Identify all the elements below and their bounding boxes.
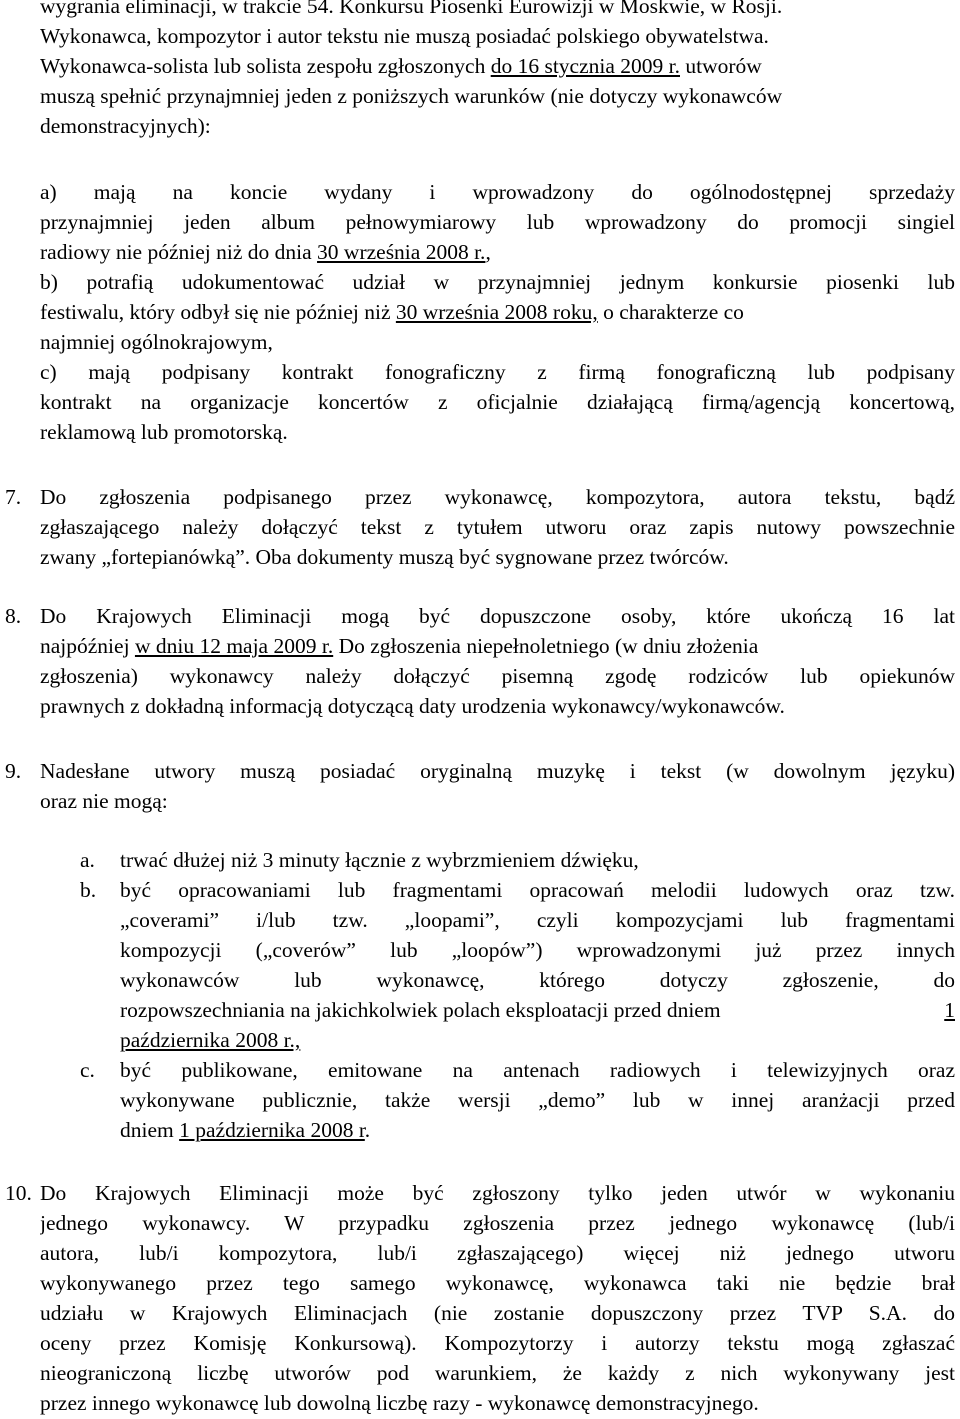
- list-item-b-line: być opracowaniami lub fragmentami opracowań melodii ludowych oraz tzw.: [120, 878, 955, 902]
- paragraph-10-line: przez innego wykonawcę lub dowolną liczbę razy - wykonawcę demonstracyjnego.: [40, 1391, 759, 1415]
- list-item-c-line: [120, 1115, 370, 1145]
- paragraph-8-line: prawnych z dokładną informacją dotyczącą daty urodzenia wykonawcy/wykonawców.: [40, 694, 785, 718]
- underlined-date: do 16 stycznia 2009 r.: [490, 54, 680, 78]
- paragraph-7-line: Do zgłoszenia podpisanego przez wykonawcę, kompozytora, autora tekstu, bądź: [40, 485, 955, 509]
- paragraph-10-line: autora, lub/i kompozytora, lub/i zgłaszającego) więcej niż jednego utworu: [40, 1241, 955, 1265]
- underlined-date: października 2008 r.,: [120, 1028, 301, 1052]
- list-item-b-line: kompozycji („coverów” lub „loopów”) wprowadzonymi już przez innych: [120, 938, 955, 962]
- paragraph-8-line: [40, 631, 955, 661]
- paragraph-10-line: jednego wykonawcy. W przypadku zgłoszenia przez jednego wykonawcę (lub/i: [40, 1211, 955, 1235]
- list-item-b-line: wykonawców lub wykonawcę, którego dotyczy zgłoszenie, do: [120, 968, 955, 992]
- paragraph-number: 9.: [5, 759, 22, 783]
- condition-b-line: [40, 297, 744, 327]
- list-label: a.: [80, 848, 95, 872]
- paragraph-10-line: wykonywanego przez tego samego wykonawcę, wykonawca taki nie będzie brał: [40, 1271, 955, 1295]
- condition-c-line: reklamową lub promotorską.: [40, 420, 288, 444]
- paragraph-9-line: Nadesłane utwory muszą posiadać oryginalną muzykę i tekst (w dowolnym języku): [40, 759, 955, 783]
- text-span: .: [364, 1118, 371, 1142]
- underlined-date: 30 września 2008 r.: [317, 240, 486, 264]
- text-line: muszą spełnić przynajmniej jeden z poniższych warunków (nie dotyczy wykonawców: [40, 84, 783, 108]
- text-span: Wykonawca-solista lub solista zespołu zgłoszonych: [40, 54, 491, 78]
- text-line: demonstracyjnych):: [40, 114, 211, 138]
- text-span: rozpowszechniania na jakichkolwiek polach eksploatacji przed dniem: [120, 998, 721, 1022]
- list-label: b.: [80, 878, 97, 902]
- list-label: c.: [80, 1058, 95, 1082]
- paragraph-7-line: zwany „fortepianówką”. Oba dokumenty muszą być sygnowane przez twórców.: [40, 545, 729, 569]
- text-line: Wykonawca, kompozytor i autor tekstu nie muszą posiadać polskiego obywatelstwa.: [40, 24, 769, 48]
- condition-a-line: [40, 237, 491, 267]
- underlined-date: 1 października 2008 r: [179, 1118, 365, 1142]
- text-span: dniem: [120, 1118, 180, 1142]
- condition-b-line: b) potrafią udokumentować udział w przynajmniej jednym konkursie piosenki lub: [40, 270, 955, 294]
- condition-c-line: kontrakt na organizacje koncertów z oficjalnie działającą firmą/agencją koncertową,: [40, 390, 955, 414]
- paragraph-8-line: zgłoszenia) wykonawcy należy dołączyć pisemną zgodę rodziców lub opiekunów: [40, 664, 955, 688]
- paragraph-9-line: oraz nie mogą:: [40, 789, 168, 813]
- text-span: ,: [485, 240, 491, 264]
- condition-c-line: c) mają podpisany kontrakt fonograficzny z firmą fonograficzną lub podpisany: [40, 360, 955, 384]
- text-span: radiowy nie później niż do dnia: [40, 240, 318, 264]
- text-span: utworów: [680, 54, 762, 78]
- paragraph-number: 7.: [5, 485, 22, 509]
- list-item-a-line: trwać dłużej niż 3 minuty łącznie z wybrzmieniem dźwięku,: [120, 848, 639, 872]
- paragraph-10-line: nieograniczoną liczbę utworów pod warunkiem, że każdy z nich wykonywany jest: [40, 1361, 955, 1385]
- underlined-date: 1: [944, 998, 955, 1022]
- underlined-date: w dniu 12 maja 2009 r.: [134, 634, 334, 658]
- condition-a-line: przynajmniej jeden album pełnowymiarowy lub wprowadzony do promocji singiel: [40, 210, 955, 234]
- list-item-b-line: [120, 1025, 300, 1055]
- text-span: o charakterze co: [597, 300, 744, 324]
- paragraph-number: 8.: [5, 604, 22, 628]
- paragraph-number: 10.: [5, 1181, 32, 1205]
- list-item-b-line: [120, 995, 955, 1025]
- text-span: Do zgłoszenia niepełnoletniego (w dniu złożenia: [333, 634, 759, 658]
- paragraph-10-line: Do Krajowych Eliminacji może być zgłoszony tylko jeden utwór w wykonaniu: [40, 1181, 955, 1205]
- paragraph-7-line: zgłaszającego należy dołączyć tekst z tytułem utworu oraz zapis nutowy powszechnie: [40, 515, 955, 539]
- underlined-date: 30 września 2008 roku,: [395, 300, 598, 324]
- condition-b-line: najmniej ogólnokrajowym,: [40, 330, 273, 354]
- text-line: [40, 51, 950, 81]
- list-item-b-line: „coverami” i/lub tzw. „loopami”, czyli kompozycjami lub fragmentami: [120, 908, 955, 932]
- paragraph-10-line: udziału w Krajowych Eliminacjach (nie zostanie dopuszczony przez TVP S.A. do: [40, 1301, 955, 1325]
- list-item-c-line: wykonywane publicznie, także wersji „demo” lub w innej aranżacji przed: [120, 1088, 955, 1112]
- paragraph-8-line: Do Krajowych Eliminacji mogą być dopuszczone osoby, które ukończą 16 lat: [40, 604, 955, 628]
- list-item-c-line: być publikowane, emitowane na antenach radiowych i telewizyjnych oraz: [120, 1058, 955, 1082]
- condition-a-line: a) mają na koncie wydany i wprowadzony do ogólnodostępnej sprzedaży: [40, 180, 955, 204]
- text-line: wygrania eliminacji, w trakcie 54. Konkursu Piosenki Eurowizji w Moskwie, w Rosji.: [40, 0, 783, 18]
- text-span: najpóźniej: [40, 634, 135, 658]
- text-span: festiwalu, który odbył się nie później niż: [40, 300, 396, 324]
- paragraph-10-line: oceny przez Komisję Konkursową). Kompozytorzy i autorzy tekstu mogą zgłaszać: [40, 1331, 955, 1355]
